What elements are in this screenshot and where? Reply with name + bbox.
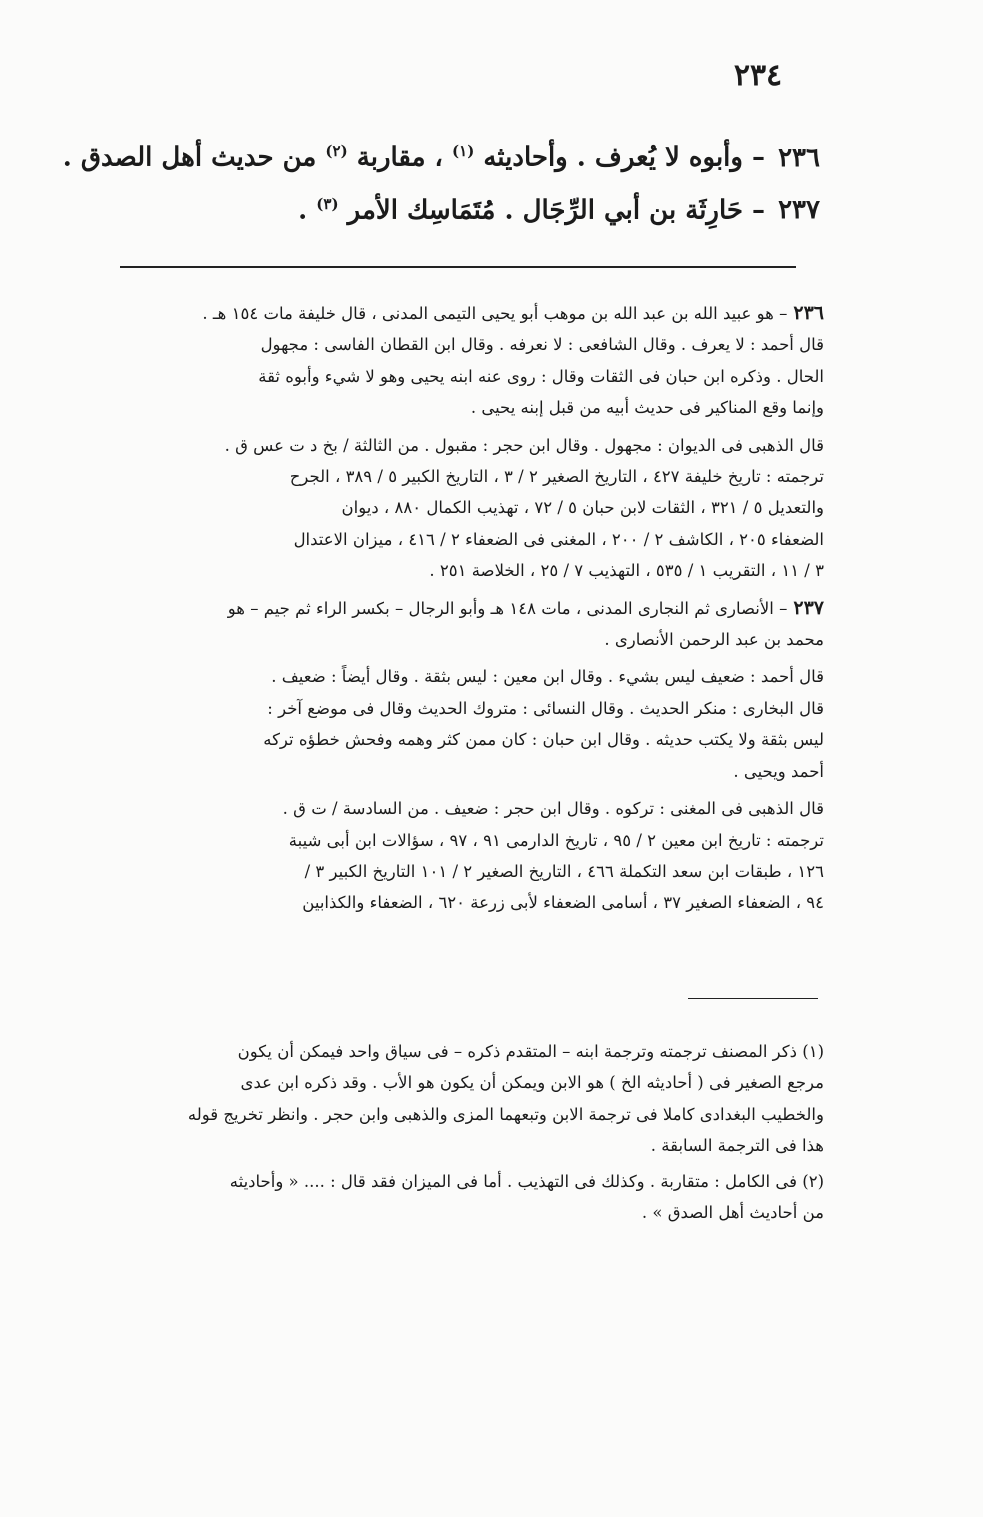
note-line <box>112 593 824 624</box>
note-line: الحال . وذكره ابن حبان فى الثقات وقال : روى عنه ابنه يحيى وهو لا شيء وأبوه ثقة <box>258 366 824 386</box>
footnote-ref: (١) <box>452 142 475 160</box>
footnote-line: (١) ذكر المصنف ترجمته وترجمة ابنه – المتقدم ذكره – فى سياق واحد فيمكن أن يكون <box>237 1042 824 1061</box>
footnote-ref: (٣) <box>316 194 339 213</box>
note-block <box>112 661 824 787</box>
note-line: ١٢٦ ، طبقات ابن سعد التكملة ٤٦٦ ، التاريخ الصغير ٢ / ١٠١ التاريخ الكبير ٣ / <box>304 861 824 881</box>
page-number: ٢٣٤ <box>733 58 783 93</box>
main-divider <box>120 266 796 268</box>
footnotes <box>112 1036 824 1232</box>
note-line: ترجمته : تاريخ ابن معين ٢ / ٩٥ ، تاريخ الدارمى ٩١ ، ٩٧ ، سؤالات ابن أبى شيبة <box>288 830 824 850</box>
note-block <box>112 793 824 919</box>
note-line: وإنما وقع المناكير فى حديث أبيه من قبل إبنه يحيى . <box>470 398 824 418</box>
note-line: قال البخارى : منكر الحديث . وقال النسائى : متروك الحديث وقال فى موضع آخر : <box>267 698 824 718</box>
footnote-2 <box>112 1166 824 1229</box>
note-line: قال الذهبى فى الديوان : مجهول . وقال ابن حجر : مقبول . من الثالثة / بخ د ت عس ق . <box>224 435 824 455</box>
note-line: أحمد ويحيى . <box>733 761 824 781</box>
note-line: محمد بن عبد الرحمن الأنصارى . <box>604 630 824 650</box>
note-line: قال أحمد : لا يعرف . وقال الشافعى : لا نعرفه . وقال ابن القطان الفاسى : مجهول <box>260 335 824 355</box>
footnote-line: والخطيب البغدادى كاملا فى ترجمة الابن وتبعهما المزى والذهبى وابن حجر . وانظر تخريج قوله <box>187 1104 824 1124</box>
note-line: والتعديل ٥ / ٣٢١ ، الثقات لابن حبان ٥ / ٧٢ ، تهذيب الكمال ٨٨٠ ، ديوان <box>341 498 824 518</box>
note-number: ٢٣٦ <box>793 302 824 324</box>
footnote-line: مرجع الصغير فى ( أحاديثه الخ ) هو الابن ويمكن أن يكون هو الأب . وقد ذكره ابن عدى <box>240 1073 824 1093</box>
entry-text: – وأبوه لا يُعرف . وأحاديثه <box>483 142 766 173</box>
note-block <box>112 430 824 587</box>
footnote-line: هذا فى الترجمة السابقة . <box>650 1136 824 1156</box>
footnote-1 <box>112 1036 824 1162</box>
entry-text: ، مقاربة <box>356 142 443 173</box>
note-line: الضعفاء ٢٠٥ ، الكاشف ٢ / ٢٠٠ ، المغنى فى الضعفاء ٢ / ٤١٦ ، ميزان الاعتدال <box>293 529 824 549</box>
note-line: ٩٤ ، الضعفاء الصغير ٣٧ ، أسامى الضعفاء لأبى زرعة ٦٢٠ ، الضعفاء والكذابين <box>302 893 824 913</box>
note-line: قال أحمد : ضعيف ليس بشيء . وقال ابن معين : ليس بثقة . وقال أيضاً : ضعيف . <box>271 667 824 687</box>
note-block <box>112 298 824 424</box>
note-line: ٣ / ١١ ، التقريب ١ / ٥٣٥ ، التهذيب ٧ / ٢٥ ، الخلاصة ٢٥١ . <box>429 561 824 581</box>
main-entry-236 <box>62 128 820 181</box>
entry-text: من حديث أهل الصدق . <box>62 142 317 173</box>
entry-text: – حَارِثَة بن أبي الرِّجَال . مُتَمَاسِك الأمر <box>347 195 766 226</box>
entry-text: . <box>298 195 308 226</box>
note-line: قال الذهبى فى المغنى : تركوه . وقال ابن حجر : ضعيف . من السادسة / ت ق . <box>282 799 824 819</box>
note-line: ليس بثقة ولا يكتب حديثه . وقال ابن حبان : كان ممن كثر وهمه وفحش خطؤه تركه <box>263 730 824 750</box>
note-block <box>112 593 824 656</box>
footnote-line: من أحاديث أهل الصدق » . <box>641 1203 824 1223</box>
note-line <box>112 298 824 329</box>
footnote-ref: (٢) <box>325 142 348 160</box>
footnote-line: (٢) فى الكامل : متقاربة . وكذلك فى التهذيب . أما فى الميزان فقد قال : .... « وأحاديثه <box>229 1171 824 1191</box>
entry-number: ٢٣٧ <box>778 195 820 226</box>
note-number: ٢٣٧ <box>793 596 824 619</box>
note-text: – الأنصارى ثم النجارى المدنى ، مات ١٤٨ هـ وأبو الرجال – بكسر الراء ثم جيم – هو <box>227 598 788 618</box>
entry-number: ٢٣٦ <box>778 142 820 173</box>
note-text: – هو عبيد الله بن عبد الله بن موهب أبو يحيى التيمى المدنى ، قال خليفة مات ١٥٤ هـ . <box>202 304 788 323</box>
footnote-divider <box>688 998 818 999</box>
main-entries <box>62 128 820 233</box>
main-entry-237 <box>100 181 820 234</box>
note-line: ترجمته : تاريخ خليفة ٤٢٧ ، التاريخ الصغير ٢ / ٣ ، التاريخ الكبير ٥ / ٣٨٩ ، الجرح <box>289 467 824 487</box>
commentary-notes <box>112 298 824 925</box>
